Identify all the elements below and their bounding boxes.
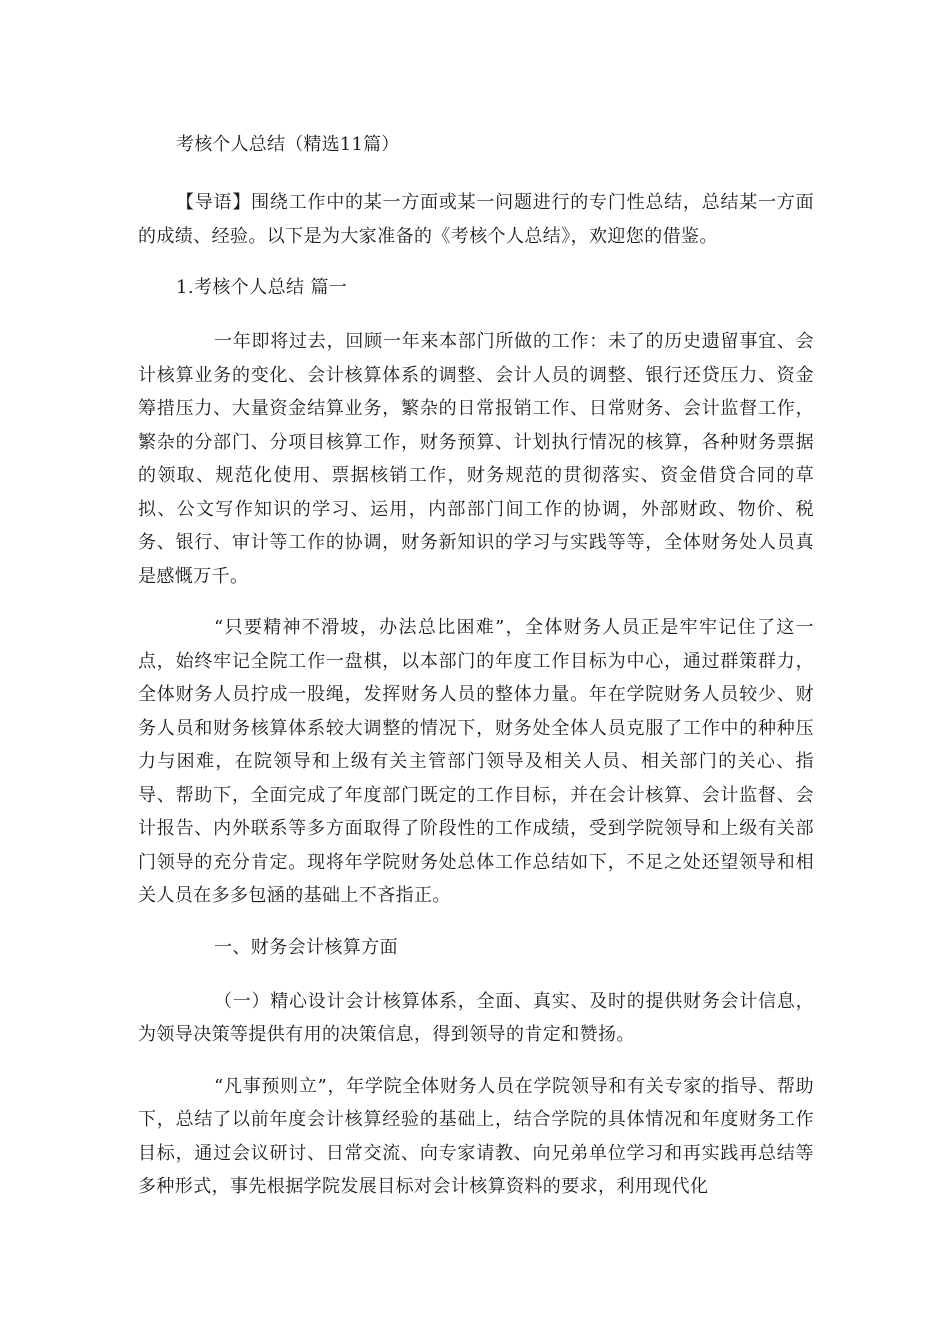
body-paragraph-1: 一年即将过去，回顾一年来本部门所做的工作：未了的历史遗留事宜、会计核算业务的变化、会计核算体系的调整、会计人员的调整、银行还贷压力、资金筹措压力、大量资金结算业务，繁杂的日常报销工作、日常财务、会计监督工作，繁杂的分部门、分项目核算工作，财务预算、计划执行情况的核算，各种财务票据的领取、规范化使用、票据核销工作，财务规范的贯彻落实、资金借贷合同的草拟、公文写作知识的学习、运用，内部部门间工作的协调，外部财政、物价、税务、银行、审计等工作的协调，财务新知识的学习与实践等等，全体财务处人员真是感慨万千。 [138,331,814,587]
document-body [138,128,814,1222]
body-paragraph-3: “凡事预则立”，年学院全体财务人员在学院领导和有关专家的指导、帮助下，总结了以前年度会计核算经验的基础上，结合学院的具体情况和年度财务工作目标，通过会议研讨、日常交流、向专家请教、向兄弟单位学习和再实践再总结等多种形式，事先根据学院发展目标对会计核算资料的要求，利用现代化 [138,1075,814,1197]
subheading-item-1: （一）精心设计会计核算体系，全面、真实、及时的提供财务会计信息，为领导决策等提供有用的决策信息，得到领导的肯定和赞扬。 [138,990,814,1045]
document-title: 考核个人总结（精选11篇） [176,134,400,155]
section-heading: 1.考核个人总结 篇一 [176,277,348,298]
intro-paragraph: 【导语】围绕工作中的某一方面或某一问题进行的专门性总结，总结某一方面的成绩、经验。以下是为大家准备的《考核个人总结》，欢迎您的借鉴。 [138,192,814,247]
subheading-finance-accounting: 一、财务会计核算方面 [214,936,398,958]
body-paragraph-2: “只要精神不滑坡，办法总比困难”，全体财务人员正是牢牢记住了这一点，始终牢记全院工作一盘棋，以本部门的年度工作目标为中心，通过群策群力，全体财务人员拧成一股绳，发挥财务人员的整体力量。年在学院财务人员较少、财务人员和财务核算体系较大调整的情况下，财务处全体人员克服了工作中的种种压力与困难，在院领导和上级有关主管部门领导及相关人员、相关部门的关心、指导、帮助下，全面完成了年度部门既定的工作目标，并在会计核算、会计监督、会计报告、内外联系等多方面取得了阶段性的工作成绩，受到学院领导和上级有关部门领导的充分肯定。现将年学院财务处总体工作总结如下，不足之处还望领导和相关人员在多多包涵的基础上不吝指正。 [138,617,814,906]
